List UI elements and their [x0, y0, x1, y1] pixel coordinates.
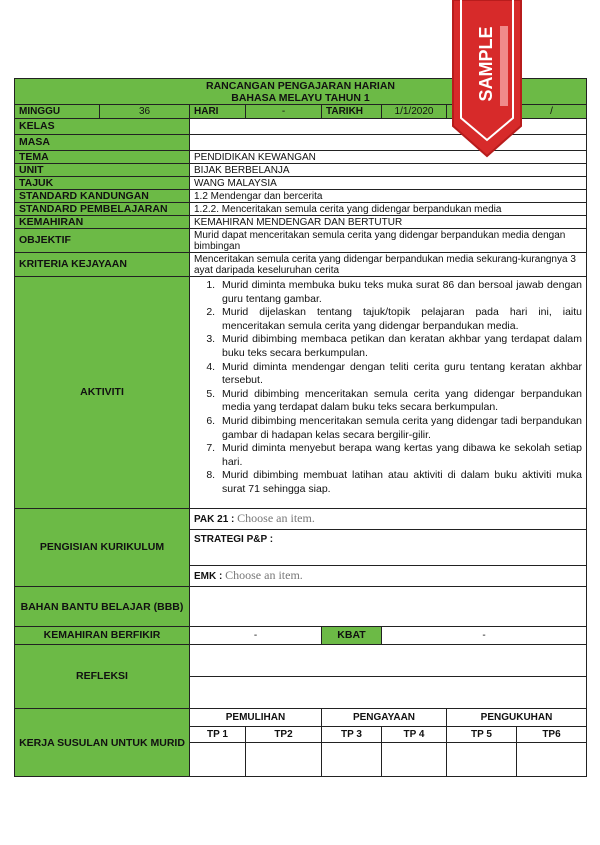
- objektif-value: Murid dapat menceritakan semula cerita yang didengar berpandukan media dengan bimbingan: [190, 229, 587, 253]
- aktiviti-item: 4. Murid diminta mendengar dengan teliti cerita guru tentang keratan akhbar tersebut.: [218, 361, 582, 388]
- emk-label: EMK :: [194, 571, 223, 582]
- masa-label: MASA: [15, 135, 190, 151]
- bbb-value[interactable]: [190, 587, 587, 627]
- pemulihan-header: PEMULIHAN: [190, 709, 322, 727]
- refleksi-line-1[interactable]: [190, 645, 587, 677]
- aktiviti-item: 1. Murid diminta membuka buku teks muka surat 86 dan bersoal jawab dengan guru tentang gambar.: [218, 279, 582, 306]
- lesson-plan-table: [14, 78, 587, 777]
- aktiviti-label: AKTIVITI: [15, 277, 190, 509]
- kelas-value[interactable]: [190, 119, 587, 135]
- hari-value: -: [246, 105, 322, 119]
- aktiviti-item: 3. Murid dibimbing membaca petikan dan keratan akhbar yang terdapat dalam buku teks secara berkumpulan.: [218, 333, 582, 360]
- aktiviti-list: [192, 279, 582, 497]
- emk-dropdown[interactable]: Choose an item.: [225, 568, 303, 582]
- hari-label: HARI: [190, 105, 246, 119]
- ribbon-fine-print: [500, 26, 508, 106]
- tp2-header: TP2: [246, 727, 322, 743]
- tp1-header: TP 1: [190, 727, 246, 743]
- unit-label: UNIT: [15, 164, 190, 177]
- kriteria-value: Menceritakan semula cerita yang didengar berpandukan media sekurang-kurangnya 3 ayat daripada keseluruhan cerita: [190, 253, 587, 277]
- aktiviti-item: 2. Murid dijelaskan tentang tajuk/topik pelajaran pada hari ini, iaitu menceritakan semula cerita yang didengar berpandukan media.: [218, 306, 582, 333]
- tp1-cell[interactable]: [190, 743, 246, 777]
- tp5-header: TP 5: [447, 727, 517, 743]
- objektif-label: OBJEKTIF: [15, 229, 190, 253]
- refleksi-label: REFLEKSI: [15, 645, 190, 709]
- aktiviti-item: 5. Murid dibimbing menceritakan semula cerita yang didengar berpandukan media yang terdapat dalam buku teks secara berkumpulan.: [218, 388, 582, 415]
- kemahiran-value: KEMAHIRAN MENDENGAR DAN BERTUTUR: [190, 216, 587, 229]
- tp5-cell[interactable]: [447, 743, 517, 777]
- masa-value[interactable]: [190, 135, 587, 151]
- tp2-cell[interactable]: [246, 743, 322, 777]
- tp6-cell[interactable]: [517, 743, 587, 777]
- aktiviti-item: 6. Murid dibimbing menceritakan semula cerita yang didengar tadi berpandukan gambar di hadapan kelas secara bergilir-gilir.: [218, 415, 582, 442]
- tema-value: PENDIDIKAN KEWANGAN: [190, 151, 587, 164]
- kbat-label: KBAT: [322, 627, 382, 645]
- tp3-cell[interactable]: [322, 743, 382, 777]
- kemahiran-berfikir-value: -: [190, 627, 322, 645]
- kemahiran-label: KEMAHIRAN: [15, 216, 190, 229]
- kemahiran-berfikir-label: KEMAHIRAN BERFIKIR: [15, 627, 190, 645]
- ribbon-text: SAMPLE: [475, 26, 496, 102]
- tarikh-value: 1/1/2020: [382, 105, 447, 119]
- tp4-header: TP 4: [382, 727, 447, 743]
- bbb-label: BAHAN BANTU BELAJAR (BBB): [15, 587, 190, 627]
- standard-pembelajaran-label: STANDARD PEMBELAJARAN: [15, 203, 190, 216]
- kriteria-label: KRITERIA KEJAYAAN: [15, 253, 190, 277]
- pak21-label: PAK 21 :: [194, 514, 235, 525]
- strategi-label: STRATEGI P&P :: [194, 534, 274, 545]
- minggu-value: 36: [100, 105, 190, 119]
- sample-ribbon: [451, 0, 523, 160]
- pak21-dropdown[interactable]: Choose an item.: [237, 511, 315, 525]
- aktiviti-item: 7. Murid diminta menyebut berapa wang kertas yang dibawa ke sekolah setiap hari.: [218, 442, 582, 469]
- pak21-row: [190, 509, 587, 530]
- tp3-header: TP 3: [322, 727, 382, 743]
- standard-pembelajaran-value: 1.2.2. Menceritakan semula cerita yang didengar berpandukan media: [190, 203, 587, 216]
- standard-kandungan-label: STANDARD KANDUNGAN: [15, 190, 190, 203]
- tema-label: TEMA: [15, 151, 190, 164]
- lesson-plan: [14, 78, 586, 777]
- unit-value: BIJAK BERBELANJA: [190, 164, 587, 177]
- tajuk-label: TAJUK: [15, 177, 190, 190]
- plan-subject: BAHASA MELAYU TAHUN 1: [231, 91, 370, 104]
- pengisian-kurikulum-label: PENGISIAN KURIKULUM: [15, 509, 190, 587]
- emk-row: [190, 566, 587, 587]
- pengayaan-header: PENGAYAAN: [322, 709, 447, 727]
- tajuk-value: WANG MALAYSIA: [190, 177, 587, 190]
- aktiviti-item: 8. Murid dibimbing membuat latihan atau aktiviti di dalam buku aktiviti muka surat 71 sehingga siap.: [218, 469, 582, 496]
- refleksi-line-2[interactable]: [190, 677, 587, 709]
- standard-kandungan-value: 1.2 Mendengar dan bercerita: [190, 190, 587, 203]
- plan-title: RANCANGAN PENGAJARAN HARIAN: [206, 79, 396, 92]
- strategi-row[interactable]: [190, 530, 587, 566]
- aktiviti-content: [190, 277, 587, 509]
- pengukuhan-header: PENGUKUHAN: [447, 709, 587, 727]
- kerja-susulan-label: KERJA SUSULAN UNTUK MURID: [15, 709, 190, 777]
- tarikh-label: TARIKH: [322, 105, 382, 119]
- kbat-value: -: [382, 627, 587, 645]
- meta-extra-value: /: [517, 105, 587, 119]
- kelas-label: KELAS: [15, 119, 190, 135]
- tp6-header: TP6: [517, 727, 587, 743]
- minggu-label: MINGGU: [15, 105, 100, 119]
- tp4-cell[interactable]: [382, 743, 447, 777]
